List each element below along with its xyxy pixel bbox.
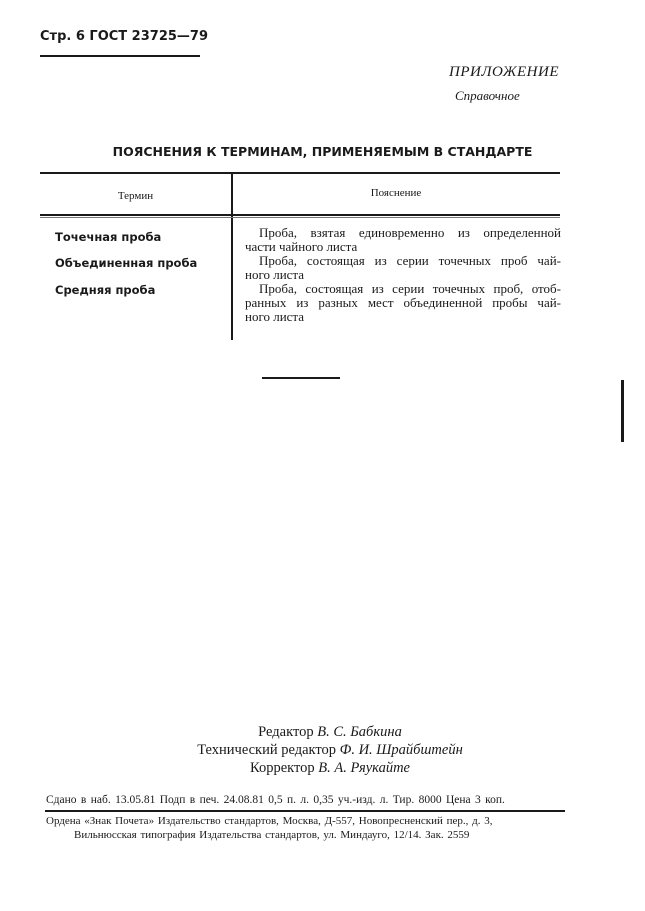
explanation-line: ного листа bbox=[245, 309, 305, 324]
explanation-line: ного листа bbox=[245, 267, 305, 282]
column-header-term: Термин bbox=[117, 190, 154, 202]
explanation-line: Проба, взятая единовременно из определенной bbox=[259, 225, 561, 240]
explanation-line: Проба, состоящая из серии точечных проб, отоб- bbox=[259, 281, 561, 296]
end-rule bbox=[262, 377, 340, 379]
page-header: Стр. 6 ГОСТ 23725—79 bbox=[40, 29, 209, 44]
header-rule bbox=[40, 55, 200, 57]
credit-editor: Редактор В. С. Бабкина bbox=[258, 724, 402, 740]
explanation-line: Проба, состоящая из серии точечных проб чай- bbox=[259, 253, 561, 268]
table-header-rule-2 bbox=[40, 217, 560, 218]
imprint-rule bbox=[45, 810, 565, 812]
term-cell: Точечная проба bbox=[55, 230, 162, 244]
table-header-rule bbox=[40, 214, 560, 216]
scan-edge-mark bbox=[621, 380, 624, 442]
term-cell: Средняя проба bbox=[55, 283, 156, 297]
explanation-line: ранных из разных мест объединенной пробы чай- bbox=[245, 295, 561, 310]
table-top-rule bbox=[40, 172, 560, 174]
credit-corrector: Корректор В. А. Ряукайте bbox=[250, 760, 410, 776]
publisher-line-2: Вильнюсская типография Издательства стандартов, ул. Миндауго, 12/14. Зак. 2559 bbox=[74, 829, 470, 841]
credit-tech-editor: Технический редактор Ф. И. Шрайбштейн bbox=[197, 742, 463, 758]
explanation-line: части чайного листа bbox=[245, 239, 358, 254]
print-info: Сдано в наб. 13.05.81 Подп в печ. 24.08.81 0,5 п. л. 0,35 уч.-изд. л. Тир. 8000 Цена 3 коп. bbox=[46, 794, 505, 806]
appendix-subtitle: Справочное bbox=[455, 88, 520, 103]
column-header-explanation: Пояснение bbox=[370, 187, 422, 199]
publisher-line-1: Ордена «Знак Почета» Издательство стандартов, Москва, Д-557, Новопресненский пер., д. 3, bbox=[46, 815, 493, 827]
appendix-title: ПРИЛОЖЕНИЕ bbox=[449, 64, 559, 80]
section-title: ПОЯСНЕНИЯ К ТЕРМИНАМ, ПРИМЕНЯЕМЫМ В СТАНДАРТЕ bbox=[112, 144, 533, 159]
term-cell: Объединенная проба bbox=[55, 256, 198, 270]
